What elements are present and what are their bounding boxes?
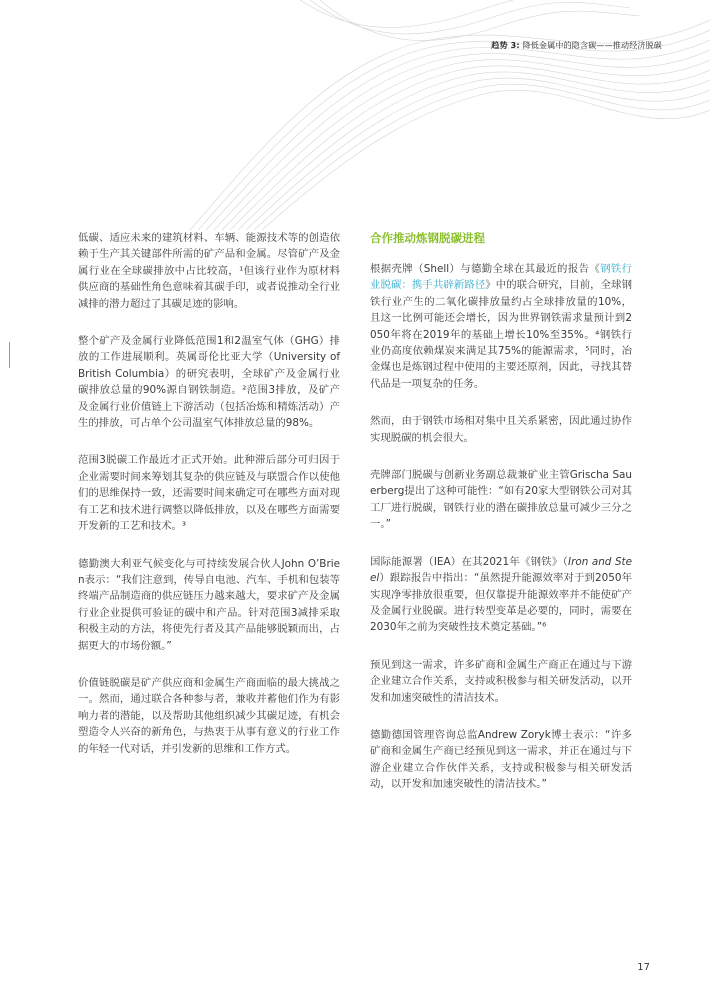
margin-marker — [9, 342, 10, 368]
left-paragraph-1: 低碳、适应未来的建筑材料、车辆、能源技术等的创造依赖于生产其关键部件所需的矿产品和金属。尽管矿产及金属行业在全球碳排放中占比较高，¹但该行业作为原材料供应商的基础性角色意味着其碳手印，或者说推动全行业减排的潜力超过了其碳足迹的影响。 — [78, 232, 340, 310]
left-paragraph-4: 德勤澳大利亚气候变化与可持续发展合伙人John O’Brien表示：“我们注意到，传导自电池、汽车、手机和包装等终端产品制造商的供应链压力越来越大，要求矿产及金属行业企业提供可验证的碳中和产品。针对范围3减排采取积极主动的方法，将使先行者及其产品能够脱颖而出，占据更大的市场份额。” — [78, 557, 340, 652]
left-paragraph-3: 范围3脱碳工作最近才正式开始。此种滞后部分可归因于企业需要时间来筹划其复杂的供应链及与联盟合作以使他们的思维保持一致，还需要时间来确定可在哪些方面对现有工艺和技术进行调整以降低排放，以及在哪些方面需要开发新的工艺和技术。³ — [78, 454, 340, 533]
right-paragraph-2: 然而，由于钢铁市场相对集中且关系紧密，因此通过协作实现脱碳的机会很大。 — [370, 415, 632, 444]
right-paragraph-5: 预见到这一需求，许多矿商和金属生产商正在通过与下游企业建立合作关系，支持或积极参与相关研发活动，以开发和加速突破性的清洁技术。 — [370, 658, 632, 704]
section-heading: 合作推动炼钢脱碳进程 — [370, 231, 485, 245]
right-p4-before: 国际能源署（IEA）在其2021年《钢铁》（ — [370, 555, 569, 568]
report-link[interactable]: 钢铁行业脱碳：携手共辟新路径 — [370, 263, 632, 292]
right-p1-after: 》中的联合研究，目前，全球钢铁行业产生的二氧化碳排放量约占全球排放量的10%，且这一比例可能还会增长，因为世界钢铁需求量预计到2050年将在2019年的基础上增长10%至35%。⁴钢铁行业仍高度依赖煤炭来满足其75%的能源需求，⁵同时，冶金煤也是炼钢过程中使用的主要还原剂，因此，寻找其替代品是一项复杂的任务。 — [370, 279, 633, 390]
left-paragraph-5: 价值链脱碳是矿产供应商和金属生产商面临的最大挑战之一。然而，通过联合各种参与者，兼收并蓄他们作为有影响力者的潜能，以及帮助其他组织减少其碳足迹，有机会塑造令人兴奋的新角色，与热衷于从事有意义的行业工作的年轻一代对话，并引发新的思维和工作方式。 — [78, 676, 340, 755]
right-paragraph-3: 壳牌部门脱碳与创新业务副总裁兼矿业主管Grischa Sauerberg提出了这种可能性：“如有20家大型钢铁公司对其工厂进行脱碳，钢铁行业的潜在碳排放总量可减少三分之一。” — [370, 469, 632, 531]
right-column — [370, 230, 632, 814]
right-p1-before: 根据壳牌（Shell）与德勤全球在其最近的报告《 — [370, 263, 601, 275]
right-p4-italic: Iron and Steel — [370, 555, 633, 585]
right-p4-after: ）跟踪报告中指出：“虽然提升能源效率对于到2050年实现净零排放很重要，但仅靠提升能源效率并不能使矿产及金属行业脱碳。进行转型变革是必要的，同时，需要在2030年之前为突破性技术奠定基础。”⁶ — [370, 572, 632, 634]
left-paragraph-2: 整个矿产及金属行业降低范围1和2温室气体（GHG）排放的工作进展顺利。英属哥伦比亚大学（University of British Columbia）的研究表明，全球矿产及金属行业碳排放总量的90%源自钢铁制造。²范围3排放，及矿产及金属行业价值链上下游活动（包括冶炼和精炼活动）产生的排放，可占单个公司温室气体排放总量的98%。 — [78, 335, 340, 430]
header-section-label: 趋势 3: — [491, 41, 520, 50]
right-paragraph-6: 德勤德国管理咨询总监Andrew Zoryk博士表示：“许多矿商和金属生产商已经预见到这一需求，并正在通过与下游企业建立合作伙伴关系，支持或积极参与相关研发活动，以开发和加速突破性的清洁技术。” — [370, 728, 632, 791]
running-header — [491, 40, 662, 51]
page-number: 17 — [637, 962, 650, 973]
header-title: 降低金属中的隐含碳——推动经济脱碳 — [522, 41, 662, 50]
decorative-wave-lines — [0, 0, 710, 230]
right-paragraph-1 — [370, 261, 632, 392]
right-paragraph-4 — [370, 554, 632, 636]
left-column — [78, 230, 340, 778]
